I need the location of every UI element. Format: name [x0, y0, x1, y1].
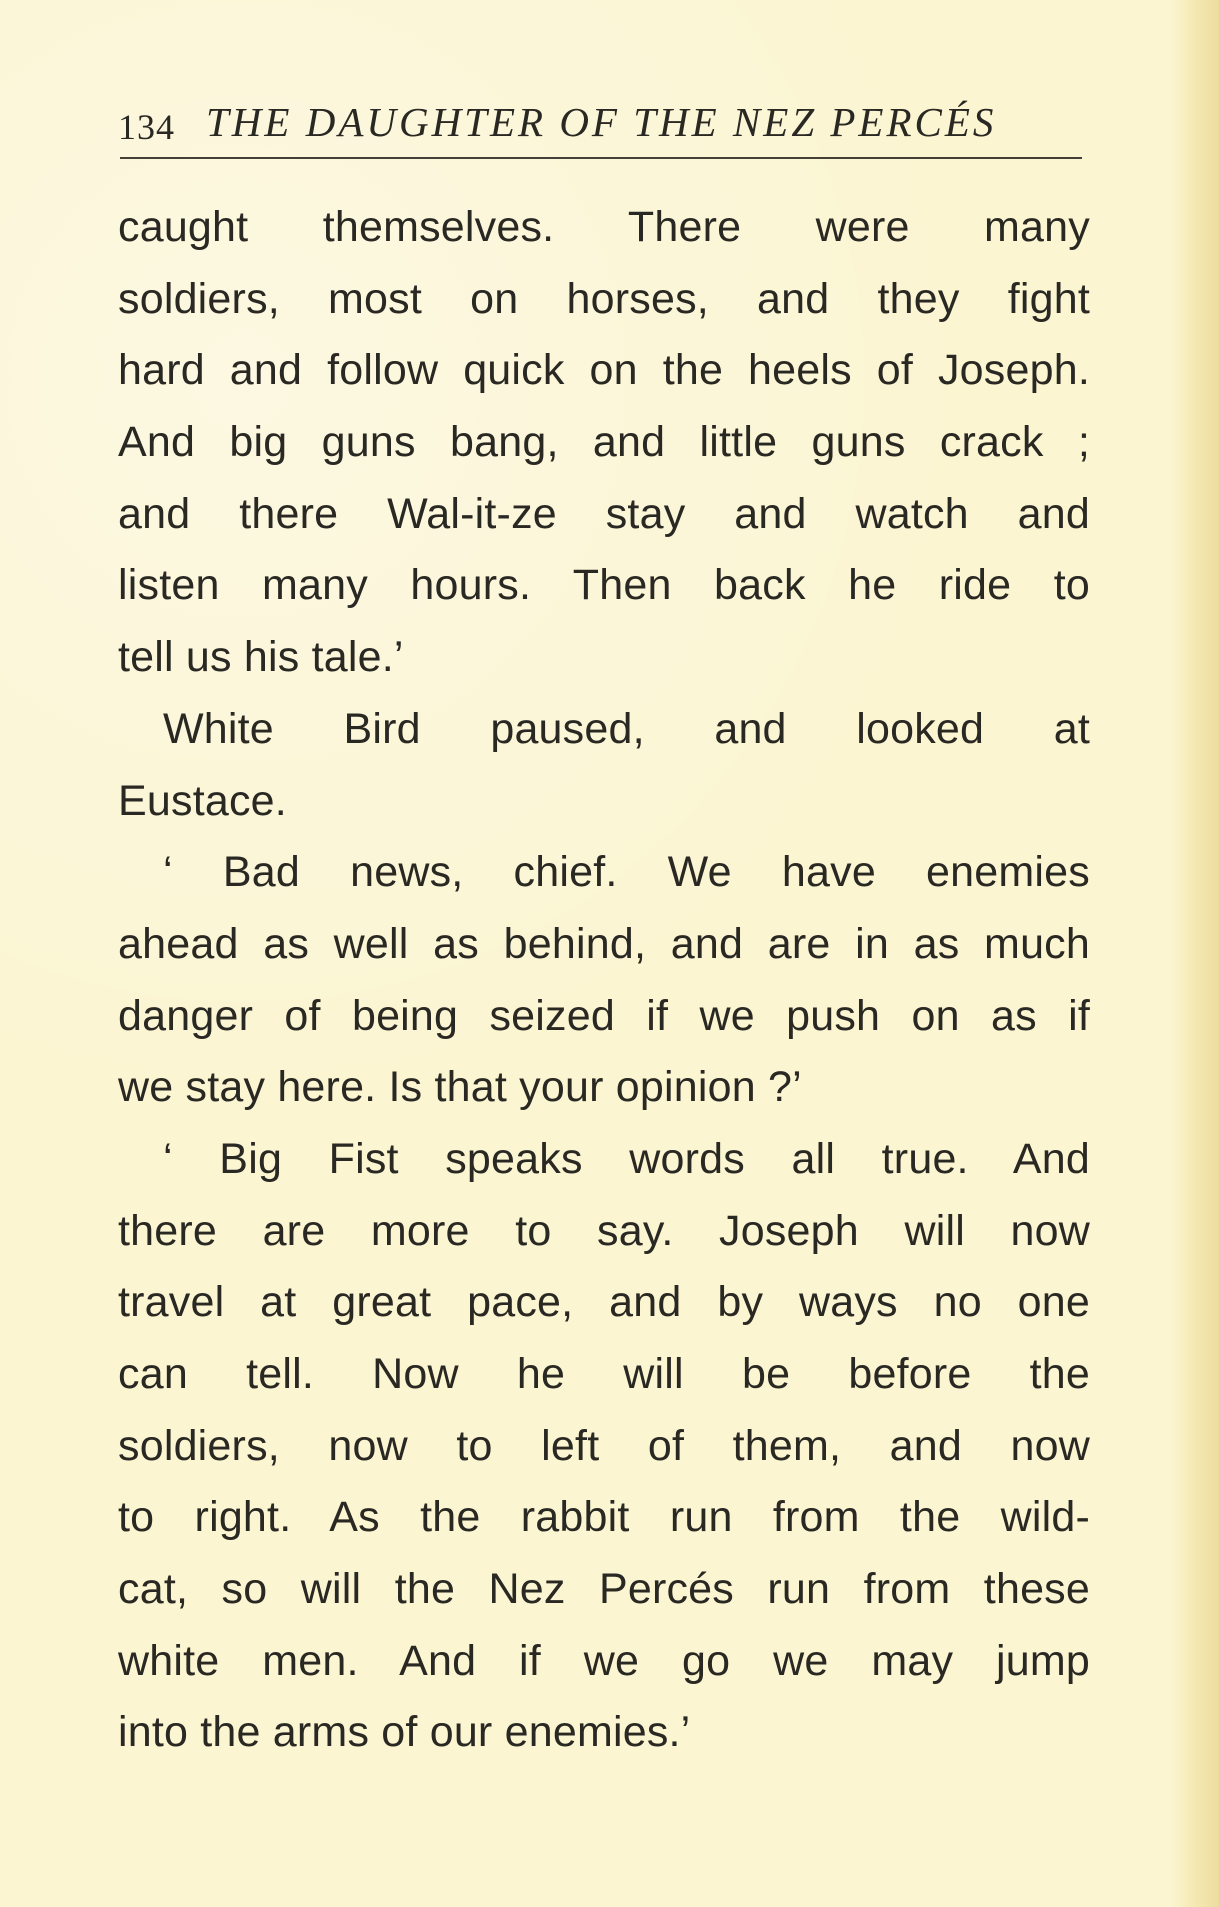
page-number: 134 — [118, 107, 175, 147]
text-line: ‘ Bad news, chief. We have enemies — [163, 848, 1090, 897]
text-line: soldiers, most on horses, and they fight — [118, 274, 1090, 323]
text-line: can tell. Now he will be before the — [118, 1350, 1090, 1398]
text-line: to right. As the rabbit run from the wild- — [118, 1493, 1090, 1542]
text-line: travel at great pace, and by ways no one — [118, 1278, 1090, 1327]
text-line: White Bird paused, and looked at — [163, 704, 1090, 753]
text-line: we stay here. Is that your opinion ?’ — [118, 1063, 802, 1112]
text-line: listen many hours. Then back he ride to — [118, 561, 1090, 610]
page-text — [118, 192, 1090, 1769]
text-line: cat, so will the Nez Percés run from these — [118, 1565, 1090, 1614]
text-line: danger of being seized if we push on as if — [118, 991, 1090, 1040]
text-line: And big guns bang, and little guns crack ; — [118, 418, 1090, 467]
text-line: tell us his tale.’ — [118, 633, 404, 682]
text-line: Eustace. — [118, 776, 287, 825]
text-line: caught themselves. There were many — [118, 203, 1090, 251]
text-line: white men. And if we go we may jump — [118, 1636, 1090, 1685]
text-line: ahead as well as behind, and are in as much — [118, 919, 1090, 968]
text-line: ‘ Big Fist speaks words all true. And — [163, 1134, 1090, 1183]
text-line: into the arms of our enemies.’ — [118, 1708, 691, 1757]
text-line: and there Wal-it-ze stay and watch and — [118, 489, 1090, 538]
text-line: hard and follow quick on the heels of Joseph. — [118, 346, 1090, 395]
page-header — [118, 98, 1083, 154]
running-title: THE DAUGHTER OF THE NEZ PERCÉS — [206, 99, 997, 145]
text-line: soldiers, now to left of them, and now — [118, 1421, 1090, 1470]
text-line: there are more to say. Joseph will now — [118, 1206, 1090, 1255]
header-rule — [120, 157, 1082, 159]
